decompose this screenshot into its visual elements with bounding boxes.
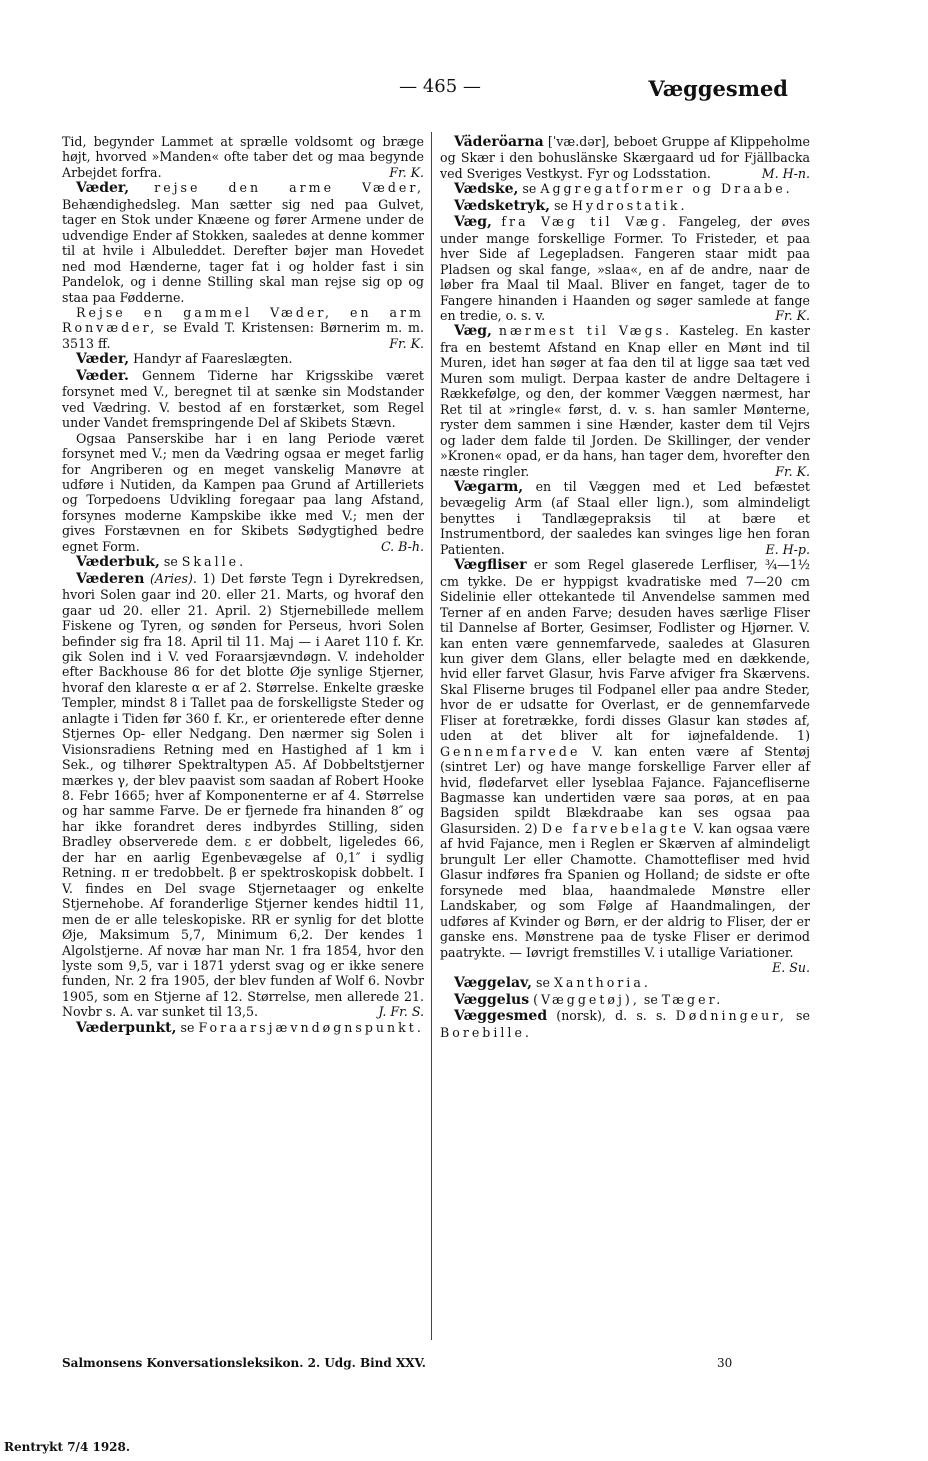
entry-vaeg-kasteleg: Væg, nærmest til Vægs. Kasteleg. En kaster fra en bestemt Afstand en Knap eller en Mønt ind til Muren, idet han søger at faa den til at ligge saa tæt ved Muren som muligt. Derpaa kaster de andre Deltagere i Rækkefølge, og den, der kommer Væggen nærmest, har Ret til at »ringle« først, d. v. s. han samler Mønterne, ryster dem sammen i sine Hænder, kaster dem til Vejrs og lader dem falde til Jorden. De Skillinger, der vender »Kronen« opad, er da hans, han tager dem, hvorefter den næste ringler. Fr. K. bbox=[440, 323, 810, 479]
entry-vaederen: Væderen (Aries). 1) Det første Tegn i Dyrekredsen, hvori Solen gaar ind 20. eller 21. Marts, og hvoraf den gaar ud 20. eller 21. April. 2) Stjernebillede mellem Fiskene og Tyren, og sønden for Perseus, hvori Solen befinder sig fra 18. April til 11. Maj — i Aaret 110 f. Kr. gik Solen ind i V. ved Foraarsjævndøgn. V. indeholder efter Backhouse 86 for det blotte Øje synlige Stjerner, hvoraf den klareste α er af 2. Størrelse. Enkelte græske Templer, mindst 8 i Tallet paa de forskelligste Steder og anlagte i Tiden før 360 f. Kr., er orienterede efter denne Stjernes Op- eller Nedgang. Den nærmer sig Solen i Visionsradiens Retning med en Hastighed af 1 km i Sek., og tilhører Spektraltypen A5. Af Dobbeltstjerner mærkes γ, der blev paavist som saadan af Robert Hooke 8. Febr 1665; hver af Komponenterne er af 4. Størrelse og har samme Farve. De er fjernede fra hinanden 8″ og har ikke forandret deres indbyrdes Stilling, siden Bradley observerede dem. ε er dobbelt, ligeledes 66, der har en aarlig Egenbevægelse af 0,1″ i sydlig Retning. π er tredobbelt. β er spektroskopisk dobbelt. I V. findes en Del svage Stjernetaager og enkelte Stjernehobe. Af foranderlige Stjerner kendes hidtil 11, men de er alle teleskopiske. RR er synlig for det blotte Øje, Maksimum 5,7, Minimum 6,2. Der kendes 1 Algolstjerne. Af novæ har man Nr. 1 fra 1854, hvor den lyste som 9,5, var i 1871 yderst svag og er ikke senere funden, Nr. 2 fra 1905, der blev funden af Wolf 6. Novbr 1905, som en Stjerne af 12. Størrelse, men allerede 21. Novbr s. A. var sunket til 13,5. J. Fr. S. bbox=[62, 570, 424, 1020]
entry-vaderoarna: Väderöarna [ˈvæ.dər], beboet Gruppe af Klippeholme og Skær i den bohuslänske Skærgaard ud for Fjällbacka ved Sveriges Vestkyst. Fyr og Lodsstation. M. H-n. bbox=[440, 134, 810, 181]
footer-sheet-number: 30 bbox=[717, 1356, 733, 1370]
entry-vaeggelus: Væggelus (Væggetøj), se Tæger. bbox=[454, 991, 724, 1008]
entry-vaegarm: Vægarm, en til Væggen med et Led befæstet bevægelig Arm (af Staal eller lign.), som almindeligt benyttes i Tandlægepraksis til at bære et Instrumentbord, der saaledes kan svinges lige hen foran Patienten. E. H-p. bbox=[440, 478, 810, 557]
entry-vaederbuk: Væderbuk, se Skalle. bbox=[76, 554, 247, 571]
entry-vaeder-handyr: Væder, Handyr af Faareslægten. bbox=[76, 351, 293, 368]
entry-vaeg-fangeleg: Væg, fra Væg til Væg. Fangeleg, der øves under mange forskellige Former. To Fristeder, et paa hver Side af Legepladsen. Fangeren staar midt paa Pladsen og skal fange, »slaa«, en af de andre, naar de løber fra Maal til Maal. Bliver en fanget, tager de to Fangere hinanden i Haanden og søger samlede at fange en tredie, o. s. v. Fr. K. bbox=[440, 214, 810, 323]
entry-continuation: Tid, begynder Lammet at sprælle voldsomt og bræge højt, hvorved »Manden« ofte taber det og maa begynde Arbejdet forfra. Fr. K. bbox=[62, 134, 424, 180]
column-divider bbox=[431, 132, 432, 1340]
right-column bbox=[440, 134, 810, 1040]
entry-vaederpunkt: Væderpunkt, se Foraarsjævndøgnspunkt. bbox=[76, 1019, 424, 1036]
entry-vaeggesmed: Væggesmed (norsk), d. s. s. Dødningeur, se Borebille. bbox=[440, 1008, 810, 1040]
running-head: Væggesmed bbox=[648, 76, 788, 101]
page-number: — 465 — bbox=[399, 76, 481, 97]
entry-vaeder-skib: Væder. Gennem Tiderne har Krigsskibe været forsynet med V., beregnet til at sænke sin Modstander ved Vædring. V. bestod af en forstærket, som Regel under Vandet fremspringende Del af Skibets Stævn. bbox=[62, 367, 424, 431]
entry-vaedsketryk: Vædsketryk, se Hydrostatik. bbox=[454, 197, 688, 214]
entry-vaeder-leg-cont: Rejse en gammel Væder, en arm Ronvæder, se Evald T. Kristensen: Børnerim m. m. 3513 ff. Fr. K. bbox=[62, 304, 424, 351]
reprint-note: Rentrykt 7/4 1928. bbox=[4, 1440, 131, 1454]
entry-vaeder-leg: Væder, rejse den arme Væder, Behændighedsleg. Man sætter sig ned paa Gulvet, tager en Stok under Knæene og fører Armene under de udvendige Ender af Stokken, saaledes at denne kommer til at hvile i Albuleddet. Derefter bøjer man Hovedet ned mod Hænderne, tager fat i og holder fast i sin Pandelok, og i denne Stilling skal man rejse sig op og staa paa Fødderne. bbox=[62, 180, 424, 305]
entry-vaegfliser: Vægfliser er som Regel glaserede Lerfliser, ¾—1½ cm tykke. De er hyppigst kvadratiske med 7—20 cm Sidelinie eller ottekantede til Anvendelse sammen med Terner af en anden Farve; desuden haves særlige Fliser til Dannelse af Borter, Gesimser, Fodlister og Hjørner. V. kan enten være gennemfarvede, saaledes at Glasuren kun giver dem Glans, eller belagte med en dækkende, hvid eller farvet Glasur, hvis Farve afviger fra Skærvens. Skal Fliserne bruges til Fodpanel eller paa andre Steder, hvor de er udsatte for Overlast, er de gennemfarvede Fliser at foretrække, fordi disses Glasur kan stødes af, uden at det bliver alt for iøjnefaldende. 1) Gennemfarvede V. kan enten være af Stentøj (sintret Ler) og have mange forskellige Farver eller af hvid, flødefarvet eller lyseblaa Fajance. Fajancefliserne Bagmasse kan undertiden være saa porøs, at en paa Bagsiden spildt Blækdraabe kan ses ogsaa paa Glasursiden. 2) De farvebelagte V. kan ogsaa være af hvid Fajance, men i Reglen er Skærven af almindeligt brungult Ler eller Chamotte. Chamottefliser med hvid Glasur indføres fra Spanien og Holland; de sidste er ofte forsynede med blaa, haandmalede Mønstre eller Landskaber, og som Følge af Haandmalingen, der udføres af Kvinder og Børn, er der aldrig to Fliser, der er ganske ens. Mønstrene paa de tyske Fliser er derimod paatrykte. — Iøvrigt fremstilles V. i utallige Variationer. E. Su. bbox=[440, 557, 810, 976]
footer-source: Salmonsens Konversationsleksikon. 2. Udg. Bind XXV. bbox=[62, 1356, 426, 1370]
entry-vaedske: Vædske, se Aggregatformer og Draabe. bbox=[454, 181, 793, 198]
entry-vaeggelav: Væggelav, se Xanthoria. bbox=[454, 975, 651, 992]
entry-vaeder-skib-cont: Ogsaa Panserskibe har i en lang Periode været forsynet med V.; men da Vædring ogsaa er meget farlig for Angriberen og en meget vanskelig Manøvre at udføre i Nutiden, da Kampen paa Grund af Artilleriets og Torpedoens Udvikling foregaar paa lang Afstand, forsynes moderne Kampskibe ikke med V.; men der gives Forstævnen en for Skibets Sødygtighed bedre egnet Form. C. B-h. bbox=[62, 430, 424, 554]
left-column bbox=[62, 134, 424, 1036]
